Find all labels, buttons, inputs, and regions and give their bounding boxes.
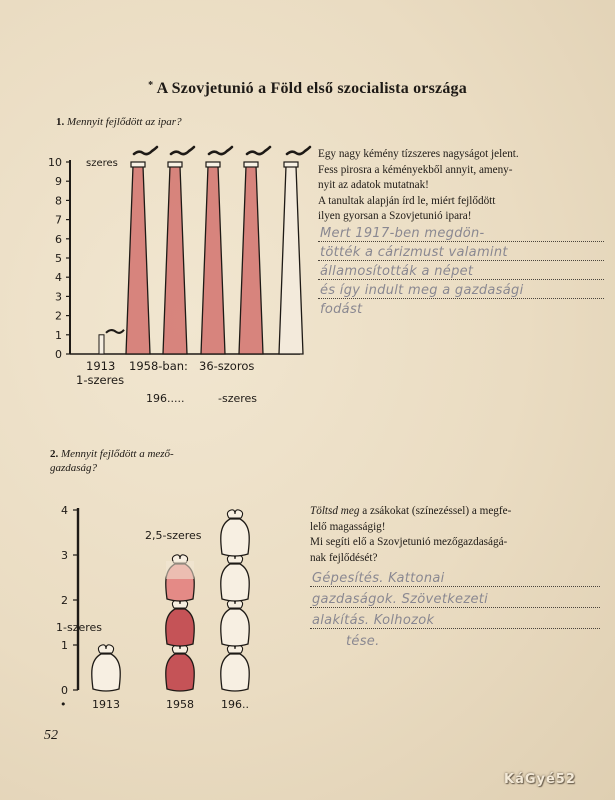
answer-line[interactable]: államosították a népet <box>318 264 604 283</box>
question-1-text: Mennyit fejlődött az ipar? <box>67 116 182 128</box>
instructions-1 <box>318 147 608 225</box>
y-tick-label: 1 <box>55 328 62 342</box>
agriculture-sack-chart <box>48 496 310 722</box>
question-2 <box>50 447 174 475</box>
y-tick-label: 3 <box>55 290 62 304</box>
instruction-line: lelő magasságig! <box>310 520 386 533</box>
y-tick-label: 4 <box>61 504 68 517</box>
question-2-number: 2. <box>50 448 59 460</box>
y-tick-label: 2 <box>61 594 68 607</box>
chimney-cap <box>284 162 298 167</box>
y-tick-label: 9 <box>55 175 62 189</box>
question-1 <box>56 116 182 128</box>
sack-196..-3 <box>221 564 250 601</box>
category-label: 1958 <box>166 698 194 711</box>
label-196x-multiplier: -szeres <box>218 392 258 405</box>
instruction-line: ilyen gyorsan a Szovjetunió ipara! <box>318 210 472 222</box>
y-tick-label: 0 <box>61 684 68 697</box>
sack-1958-unfilled-top <box>166 561 194 579</box>
smoke-plume <box>134 147 157 154</box>
answer-line[interactable]: tése. <box>346 634 380 649</box>
bullet-dot: • <box>60 698 67 711</box>
sack-1958-2 <box>166 609 195 646</box>
category-label: 1913 <box>92 698 120 711</box>
label-1913-year: 1913 <box>86 359 116 373</box>
smoke-plume <box>171 147 194 154</box>
chimney-1958-4 <box>239 166 263 354</box>
y-tick-label: 4 <box>55 271 62 285</box>
chimney-1913 <box>99 335 104 354</box>
answer-line[interactable]: és így indult meg a gazdasági <box>318 283 604 302</box>
y-tick-label: 1 <box>61 639 68 652</box>
y-tick-label: 10 <box>48 156 62 169</box>
y-tick-label: 6 <box>55 232 62 246</box>
sack-1958-1 <box>166 654 195 691</box>
title-star: * <box>148 80 154 91</box>
y-tick-label: 8 <box>55 194 62 208</box>
label-1958: 1958-ban: <box>129 359 188 373</box>
smoke-plume <box>287 147 310 154</box>
answer-line[interactable]: Mert 1917-ben megdön- <box>318 226 604 245</box>
label-1958-multiplier: 2,5-szeres <box>145 529 202 542</box>
sack-knot <box>98 645 113 653</box>
label-196x-year: 196..... <box>146 392 185 405</box>
unit-label: szeres <box>86 158 118 169</box>
instruction-line: Fess pirosra a kéményekből annyit, ameny- <box>318 163 513 176</box>
chimney-cap <box>131 162 145 167</box>
y-tick-label: 0 <box>55 348 62 361</box>
chimney-1958-3 <box>201 166 225 354</box>
sack-knot <box>227 510 242 518</box>
smoke-1913 <box>106 330 124 333</box>
answer-line[interactable]: Gépesítés. Kattonai <box>310 570 600 591</box>
question-2-text-1: Mennyit fejlődött a mező- <box>61 448 174 460</box>
sack-196..-4 <box>221 519 250 556</box>
question-2-text-2: gazdaság? <box>50 462 98 474</box>
instruction-line: Egy nagy kémény tízszeres nagyságot jelent. <box>318 148 519 160</box>
category-label: 196.. <box>221 698 249 711</box>
answer-line[interactable]: alakítás. Kolhozok <box>310 612 600 633</box>
chimney-cap <box>206 162 220 167</box>
instructions-2 <box>310 504 608 566</box>
label-1958-multiplier: 36-szoros <box>199 359 255 373</box>
y-tick-label: 2 <box>55 309 62 323</box>
chimney-cap <box>168 162 182 167</box>
instruction-line: Mi segíti elő a Szovjetunió mezőgazdaságá- <box>310 536 508 548</box>
answer-line[interactable]: gazdaságok. Szövetkezeti <box>310 591 600 612</box>
question-1-number: 1. <box>56 116 65 128</box>
watermark: KáGyé52 <box>504 772 576 787</box>
y-tick-label: 3 <box>61 549 68 562</box>
answer-line[interactable]: fodást <box>320 302 363 317</box>
instruction-line: nak fejlődését? <box>310 551 378 564</box>
page-number: 52 <box>44 728 58 743</box>
label-1913-multiplier: 1-szeres <box>76 373 125 387</box>
chimney-1958-2 <box>163 166 187 354</box>
title-text: A Szovjetunió a Föld első szocialista országa <box>156 80 467 97</box>
instruction-line: Töltsd meg a zsákokat (színezéssel) a megfe- <box>310 505 512 517</box>
y-tick-label: 7 <box>55 213 62 227</box>
sack-196..-2 <box>221 609 250 646</box>
label-1913-multiplier: 1-szeres <box>56 621 103 634</box>
answer-line[interactable]: tötték a cárizmust valamint <box>318 245 604 264</box>
instruction-line: A tanultak alapján írd le, miért fejlődött <box>318 194 496 207</box>
answer-area-2 <box>310 570 600 654</box>
smoke-plume <box>209 147 232 154</box>
chimney-1958-5 <box>279 166 303 354</box>
y-tick-label: 5 <box>55 252 62 265</box>
chimney-1958-1 <box>126 166 150 354</box>
instruction-line: nyit az adatok mutatnak! <box>318 179 429 191</box>
sack-196..-1 <box>221 654 250 691</box>
industry-chimney-chart <box>50 146 312 416</box>
chimney-cap <box>244 162 258 167</box>
smoke-plume <box>247 147 270 154</box>
answer-area-1 <box>318 226 604 321</box>
page-title <box>0 80 615 98</box>
sack-1913-1 <box>92 654 121 691</box>
